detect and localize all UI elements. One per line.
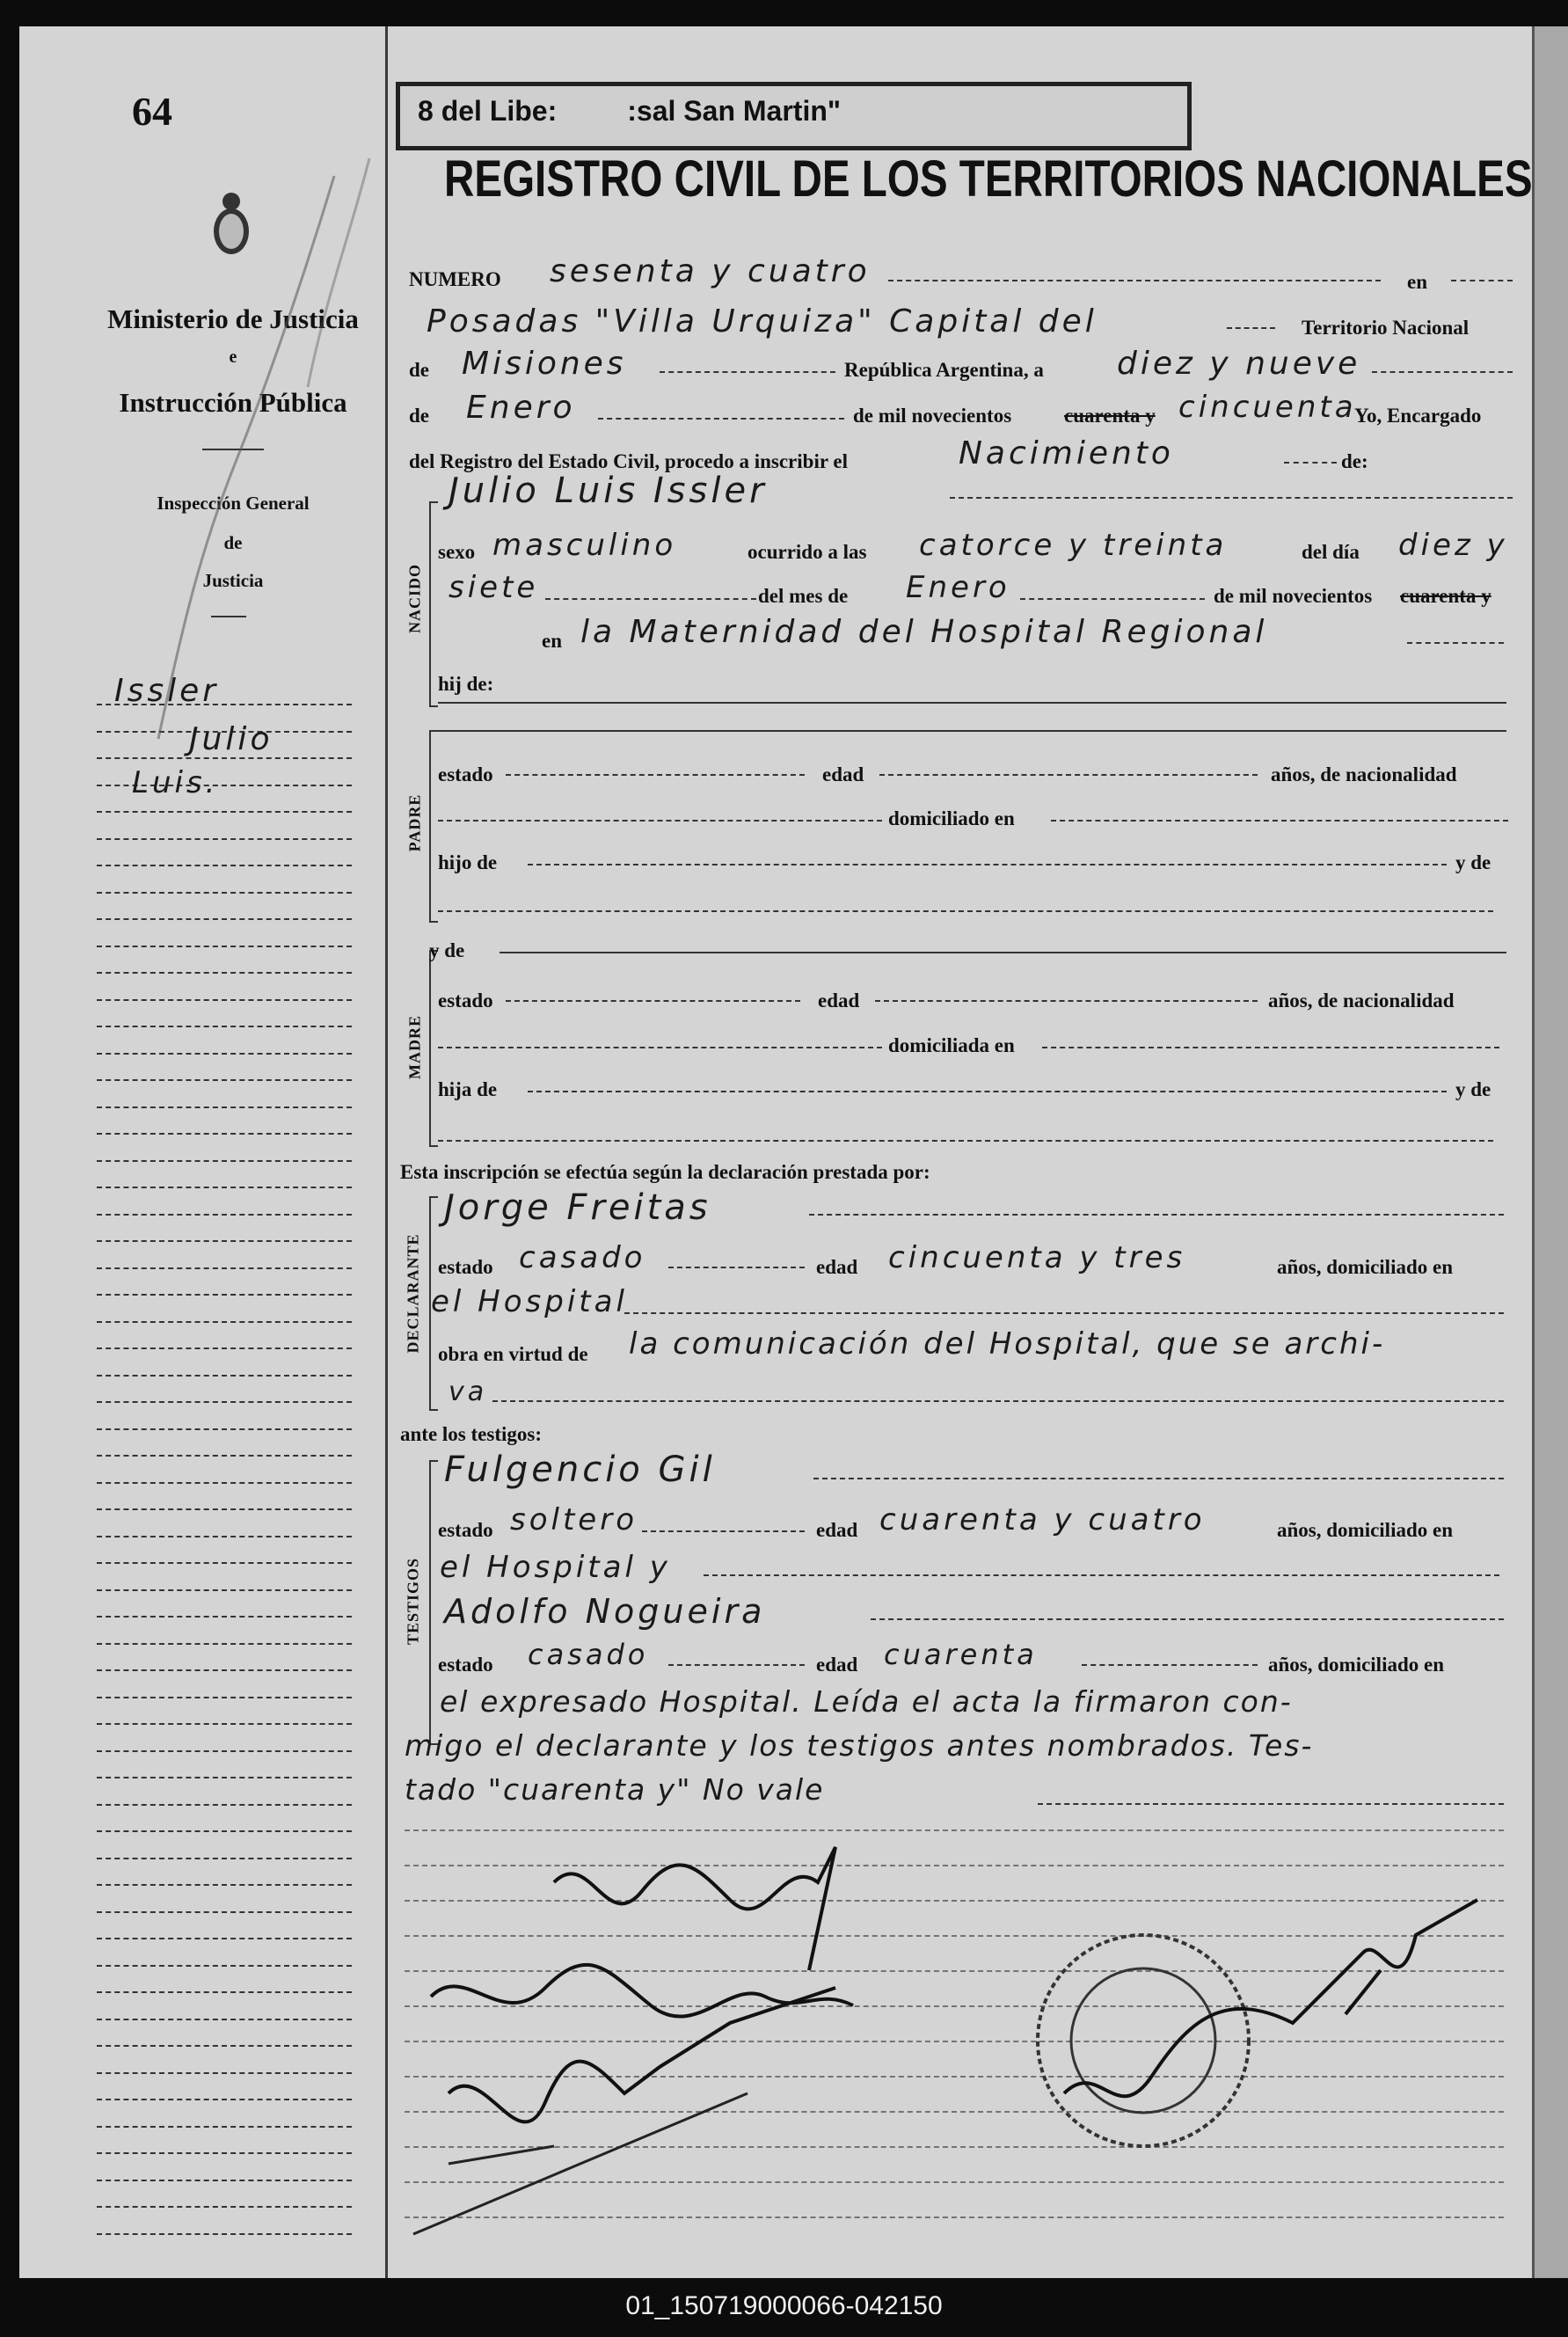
margin-rule bbox=[97, 757, 352, 759]
fill-line bbox=[879, 774, 1258, 776]
fill-line bbox=[1227, 327, 1275, 329]
margin-rule bbox=[97, 972, 352, 974]
signature-witness2 bbox=[449, 1988, 835, 2122]
fill-line bbox=[871, 1618, 1504, 1620]
margin-rule bbox=[97, 1079, 352, 1081]
label-de-colon: de: bbox=[1341, 450, 1368, 472]
side-label-nacido: NACIDO bbox=[405, 564, 424, 634]
margin-rule bbox=[97, 1965, 352, 1967]
margin-rule bbox=[97, 999, 352, 1001]
margin-rule bbox=[97, 1669, 352, 1671]
margin-rule bbox=[97, 1777, 352, 1778]
margin-rule bbox=[97, 2233, 352, 2235]
fill-line bbox=[438, 1047, 882, 1048]
fill-line bbox=[668, 1267, 805, 1268]
fill-line bbox=[1451, 280, 1513, 281]
fill-line bbox=[1020, 598, 1205, 600]
margin-rule bbox=[97, 2180, 352, 2181]
value-territory: Misiones bbox=[462, 346, 627, 382]
value-birth-month: Enero bbox=[906, 570, 1010, 605]
rule-line bbox=[500, 952, 1506, 953]
fill-line bbox=[438, 910, 1493, 912]
fill-line bbox=[888, 280, 1381, 281]
margin-rule bbox=[97, 1375, 352, 1377]
inspection-line1: Inspección General bbox=[157, 493, 310, 514]
margin-rule bbox=[97, 1858, 352, 1859]
signature-witness1 bbox=[431, 1965, 853, 2017]
value-sex: masculino bbox=[492, 528, 677, 563]
label-ocurrido: ocurrido a las bbox=[748, 541, 867, 563]
page-number: 64 bbox=[132, 89, 172, 134]
image-identifier: 01_150719000066-042150 bbox=[625, 2291, 943, 2320]
margin-rule bbox=[97, 1214, 352, 1216]
rule-line bbox=[438, 730, 1506, 732]
side-label-padre: PADRE bbox=[405, 793, 424, 852]
side-label-declarante: DECLARANTE bbox=[404, 1233, 422, 1354]
margin-rule bbox=[97, 1830, 352, 1832]
margin-rule bbox=[97, 1562, 352, 1564]
label-edad-m: edad bbox=[818, 990, 860, 1011]
margin-rule bbox=[97, 865, 352, 866]
label-estado-t1: estado bbox=[438, 1519, 493, 1541]
fill-line bbox=[642, 1530, 805, 1532]
value-witness2-state: casado bbox=[528, 1638, 649, 1671]
margin-rule bbox=[97, 1428, 352, 1430]
margin-rule bbox=[97, 1938, 352, 1939]
fill-line bbox=[1407, 642, 1504, 644]
margin-rule bbox=[97, 1294, 352, 1296]
value-month: Enero bbox=[466, 390, 576, 426]
margin-rule bbox=[97, 1750, 352, 1752]
label-y-de: y de bbox=[1455, 851, 1491, 873]
fill-line bbox=[1051, 820, 1508, 822]
inspection-line3: Justicia bbox=[202, 570, 264, 591]
margin-rule bbox=[97, 1697, 352, 1698]
label-domiciliada: domiciliada en bbox=[888, 1034, 1015, 1056]
margin-rule bbox=[97, 1508, 352, 1510]
fill-line bbox=[528, 1091, 1447, 1092]
margin-rule bbox=[97, 2072, 352, 2074]
value-numero: sesenta y cuatro bbox=[550, 253, 871, 289]
value-declarant-domicile: el Hospital bbox=[431, 1284, 628, 1319]
margin-name-middle: Luis. bbox=[132, 765, 219, 800]
label-anos-nacionalidad: años, de nacionalidad bbox=[1271, 763, 1457, 785]
fill-line bbox=[950, 497, 1513, 499]
margin-name-surname: Issler bbox=[114, 673, 220, 709]
label-anos-domiciliado-t2: años, domiciliado en bbox=[1268, 1654, 1445, 1676]
margin-rule bbox=[97, 1482, 352, 1484]
closing-line-2: migo el declarante y los testigos antes nombrados. Tes- bbox=[405, 1728, 1314, 1763]
label-estado: estado bbox=[438, 763, 493, 785]
fill-line bbox=[506, 774, 805, 776]
fill-line bbox=[545, 598, 756, 600]
margin-rule bbox=[97, 838, 352, 840]
side-label-madre: MADRE bbox=[405, 1015, 424, 1079]
rule-line bbox=[438, 702, 1506, 704]
margin-rule bbox=[97, 946, 352, 947]
fill-line bbox=[492, 1400, 1504, 1402]
brace-padre bbox=[429, 730, 438, 923]
label-y-de-m2: y de bbox=[1455, 1078, 1491, 1100]
value-year: cincuenta bbox=[1178, 390, 1357, 425]
label-cuarenta-struck-2: cuarenta y bbox=[1400, 585, 1491, 607]
side-label-testigos: TESTIGOS bbox=[404, 1557, 422, 1646]
label-del-mes: del mes de bbox=[758, 585, 849, 607]
value-witness2-age: cuarenta bbox=[884, 1638, 1038, 1671]
fill-line bbox=[813, 1478, 1504, 1479]
label-edad: edad bbox=[822, 763, 864, 785]
inspection-line2: de bbox=[223, 532, 243, 553]
label-hija-de: hija de bbox=[438, 1078, 498, 1100]
label-de-mil: de mil novecientos bbox=[853, 405, 1012, 427]
label-edad-t1: edad bbox=[816, 1519, 858, 1541]
label-edad-d: edad bbox=[816, 1256, 858, 1278]
margin-rule bbox=[97, 2099, 352, 2100]
margin-rule bbox=[97, 1911, 352, 1913]
cancel-stroke bbox=[413, 2093, 748, 2234]
label-territorio: Territorio Nacional bbox=[1302, 317, 1470, 339]
margin-rule bbox=[97, 2206, 352, 2208]
value-witness1: Fulgencio Gil bbox=[444, 1450, 716, 1490]
margin-rule bbox=[97, 1267, 352, 1269]
label-sexo: sexo bbox=[438, 541, 476, 563]
label-anos-domiciliado-t1: años, domiciliado en bbox=[1277, 1519, 1454, 1541]
label-en-2: en bbox=[542, 630, 562, 652]
fill-line bbox=[624, 1312, 1504, 1314]
label-hijo-de: hij de: bbox=[438, 673, 494, 695]
ministry-line1: Ministerio de Justicia bbox=[107, 303, 359, 334]
ministry-line3: Instrucción Pública bbox=[119, 387, 347, 418]
value-witness2: Adolfo Nogueira bbox=[444, 1592, 766, 1631]
value-declarant-age: cincuenta y tres bbox=[888, 1240, 1186, 1275]
label-y-de-madre: y de bbox=[429, 939, 465, 961]
label-ante-testigos: ante los testigos: bbox=[400, 1423, 542, 1445]
closing-line-1: el expresado Hospital. Leída el acta la firmaron con- bbox=[440, 1684, 1293, 1719]
margin-rule bbox=[97, 1401, 352, 1403]
label-anos-domiciliado: años, domiciliado en bbox=[1277, 1256, 1454, 1278]
fill-line bbox=[598, 418, 844, 420]
margin-rule bbox=[97, 1321, 352, 1323]
value-witness1-domicile: el Hospital y bbox=[440, 1550, 671, 1585]
ministry-line2: e bbox=[229, 347, 237, 367]
signature-declarant bbox=[554, 1847, 835, 1970]
fill-line bbox=[1082, 1664, 1258, 1666]
margin-rule bbox=[97, 1643, 352, 1645]
margin-rule bbox=[97, 1240, 352, 1242]
margin-rule bbox=[97, 1347, 352, 1349]
margin-rule bbox=[97, 892, 352, 894]
label-cuarenta-struck: cuarenta y bbox=[1064, 405, 1156, 427]
value-child-name: Julio Luis Issler bbox=[449, 471, 768, 511]
margin-rule bbox=[97, 918, 352, 920]
label-edad-t2: edad bbox=[816, 1654, 858, 1676]
value-witness1-state: soltero bbox=[510, 1502, 638, 1537]
value-declarant-name: Jorge Freitas bbox=[444, 1187, 711, 1228]
fill-line bbox=[1372, 371, 1513, 373]
fill-line bbox=[506, 1000, 800, 1002]
label-en: en bbox=[1407, 271, 1427, 293]
margin-rule bbox=[97, 1536, 352, 1537]
label-estado-m: estado bbox=[438, 990, 493, 1011]
fill-line bbox=[1042, 1047, 1499, 1048]
label-anos-nacionalidad-m: años, de nacionalidad bbox=[1268, 990, 1455, 1011]
label-de: de bbox=[409, 405, 429, 427]
brace-testigos bbox=[429, 1460, 438, 1745]
fill-line bbox=[438, 1140, 1493, 1142]
margin-name-first: Julio bbox=[189, 721, 273, 757]
margin-rule bbox=[97, 1187, 352, 1188]
fill-line bbox=[668, 1664, 805, 1666]
archive-stamp: 8 del Libe: :sal San Martin" bbox=[396, 82, 1192, 150]
label-estado-d: estado bbox=[438, 1256, 493, 1278]
fill-line bbox=[1284, 462, 1337, 464]
margin-rule bbox=[97, 1616, 352, 1618]
margin-rule bbox=[97, 2019, 352, 2020]
value-act-type: Nacimiento bbox=[959, 435, 1174, 471]
fill-line bbox=[660, 371, 835, 373]
official-seal-icon bbox=[1038, 1935, 1249, 2146]
label-hijo-de-padre: hijo de bbox=[438, 851, 498, 873]
value-birth-day-b: siete bbox=[449, 570, 539, 605]
label-de-mil-2: de mil novecientos bbox=[1214, 585, 1373, 607]
document-title: REGISTRO CIVIL DE LOS TERRITORIOS NACIONALES bbox=[444, 150, 1533, 208]
label-numero: NUMERO bbox=[409, 268, 501, 290]
label-estado-t2: estado bbox=[438, 1654, 493, 1676]
fill-line bbox=[809, 1214, 1504, 1216]
signature-official bbox=[1064, 1900, 1477, 2096]
fill-line bbox=[704, 1574, 1499, 1576]
label-de: de bbox=[409, 359, 429, 381]
margin-rule bbox=[97, 1053, 352, 1055]
margin-rule bbox=[97, 1133, 352, 1135]
value-declarant-reason-a: la comunicación del Hospital, que se archi- bbox=[629, 1326, 1386, 1362]
label-republica: República Argentina, a bbox=[844, 359, 1044, 381]
margin-rule bbox=[97, 2152, 352, 2154]
signatures-area bbox=[396, 1829, 1539, 2269]
value-place: Posadas "Villa Urquiza" Capital del bbox=[427, 303, 1098, 340]
margin-rule bbox=[97, 1884, 352, 1886]
margin-rule bbox=[97, 1804, 352, 1806]
margin-rule bbox=[97, 1589, 352, 1591]
label-inscripcion: Esta inscripción se efectúa según la declaración prestada por: bbox=[400, 1161, 930, 1183]
brace-madre bbox=[429, 950, 438, 1147]
fill-line bbox=[1038, 1803, 1504, 1805]
value-hour: catorce y treinta bbox=[919, 528, 1228, 563]
margin-scribble bbox=[132, 123, 396, 756]
label-del-dia: del día bbox=[1302, 541, 1360, 563]
margin-rule bbox=[97, 1160, 352, 1162]
label-obra: obra en virtud de bbox=[438, 1343, 588, 1365]
value-date-day: diez y nueve bbox=[1117, 346, 1361, 382]
margin-rule bbox=[97, 1723, 352, 1725]
value-place-birth: la Maternidad del Hospital Regional bbox=[580, 614, 1268, 650]
margin-rule bbox=[97, 2126, 352, 2128]
margin-rule bbox=[97, 2045, 352, 2047]
label-domiciliado: domiciliado en bbox=[888, 807, 1015, 829]
closing-line-3: tado "cuarenta y" No vale bbox=[405, 1772, 825, 1807]
value-witness1-age: cuarenta y cuatro bbox=[879, 1502, 1206, 1537]
fill-line bbox=[438, 820, 882, 822]
margin-rule bbox=[97, 1991, 352, 1993]
fill-line bbox=[528, 864, 1447, 865]
margin-rule bbox=[97, 1106, 352, 1108]
label-registro: del Registro del Estado Civil, procedo a inscribir el bbox=[409, 450, 848, 472]
fill-line bbox=[875, 1000, 1258, 1002]
margin-rule bbox=[97, 1455, 352, 1457]
value-birth-day-a: diez y bbox=[1398, 528, 1508, 563]
margin-rule bbox=[97, 811, 352, 813]
value-declarant-reason-b: va bbox=[449, 1377, 488, 1407]
brace-nacido bbox=[429, 501, 438, 707]
value-declarant-state: casado bbox=[519, 1240, 646, 1275]
label-yo: Yo, Encargado bbox=[1354, 405, 1482, 427]
margin-rule bbox=[97, 1026, 352, 1027]
official-seal-inner bbox=[1071, 1968, 1215, 2113]
